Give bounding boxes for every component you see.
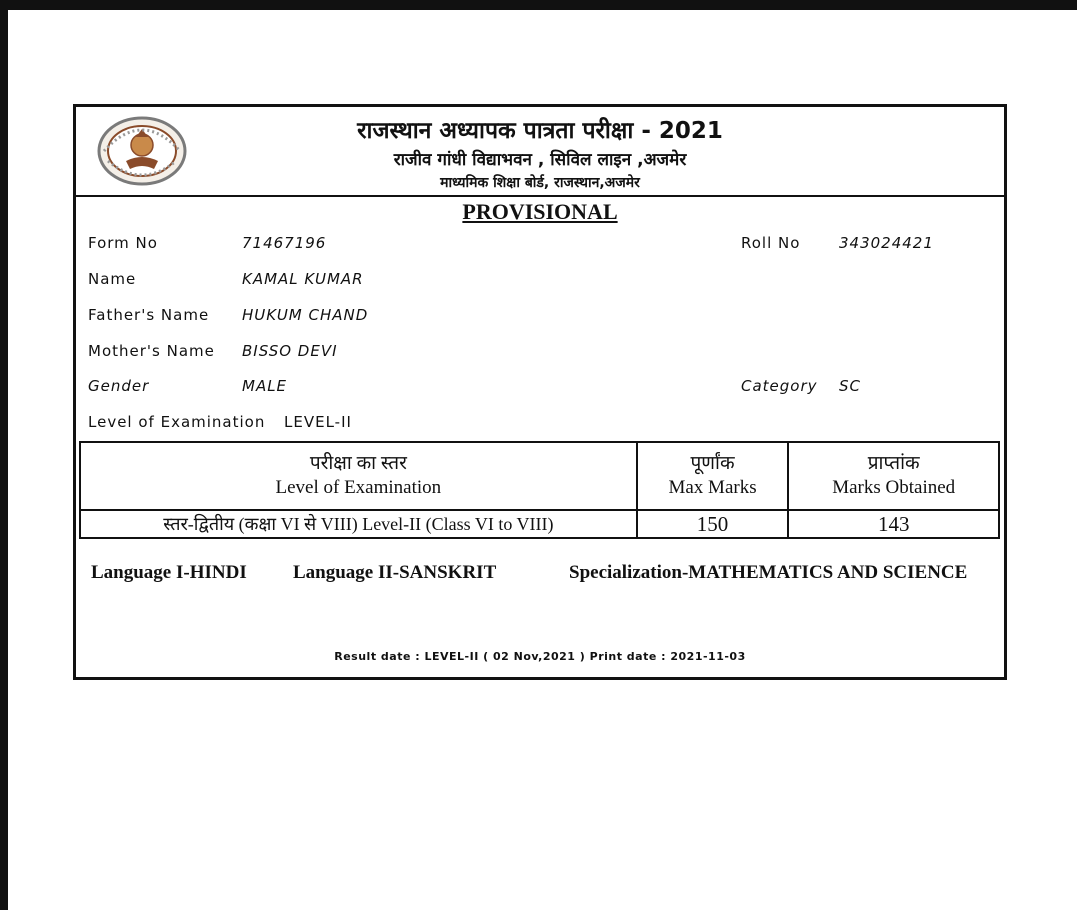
level-cell: स्तर-द्वितीय (कक्षा VI से VIII) Level-II (Class VI to VIII) xyxy=(80,510,637,538)
card-header xyxy=(76,107,1004,197)
category-label: Category xyxy=(741,377,818,395)
marks-table-header xyxy=(80,442,999,510)
marks-obtained-header-hindi: प्राप्तांक xyxy=(867,453,920,474)
name-label: Name xyxy=(88,270,137,288)
gender-label: Gender xyxy=(88,377,150,395)
mother-name-value: BISSO DEVI xyxy=(242,342,338,360)
roll-no-value: 343024421 xyxy=(839,234,934,252)
board-address: राजीव गांधी विद्याभवन , सिविल लाइन ,अजमेर xyxy=(393,150,687,170)
level-header-hindi: परीक्षा का स्तर xyxy=(309,453,407,474)
max-marks-header-english: Max Marks xyxy=(668,477,757,498)
marks-obtained-cell: 143 xyxy=(788,510,999,538)
result-card xyxy=(73,104,1007,680)
exam-title: राजस्थान अध्यापक पात्रता परीक्षा - 2021 xyxy=(357,118,723,144)
exam-level-label: Level of Examination xyxy=(88,413,266,431)
max-marks-header-hindi: पूर्णांक xyxy=(690,453,735,474)
category-value: SC xyxy=(839,377,861,395)
gender-value: MALE xyxy=(242,377,288,395)
marks-table xyxy=(79,441,1000,539)
marks-obtained-header-english: Marks Obtained xyxy=(832,477,956,498)
left-border xyxy=(0,10,8,910)
exam-level-value: LEVEL-II xyxy=(284,413,352,431)
level-header-english: Level of Examination xyxy=(275,477,442,498)
language-1: Language I-HINDI xyxy=(91,562,247,583)
result-print-dates: Result date : LEVEL-II ( 02 Nov,2021 ) Print date : 2021-11-03 xyxy=(334,650,746,663)
form-no-value: 71467196 xyxy=(242,234,327,252)
board-name: माध्यमिक शिक्षा बोर्ड, राजस्थान,अजमेर xyxy=(440,175,640,191)
father-name-value: HUKUM CHAND xyxy=(242,306,369,324)
language-2: Language II-SANSKRIT xyxy=(293,562,497,583)
table-row xyxy=(80,510,999,538)
provisional-heading: PROVISIONAL xyxy=(462,199,618,224)
form-no-label: Form No xyxy=(88,234,158,252)
max-marks-cell: 150 xyxy=(637,510,789,538)
top-border xyxy=(0,0,1077,10)
max-marks-header-cell xyxy=(637,442,789,510)
specialization: Specialization-MATHEMATICS AND SCIENCE xyxy=(569,562,968,583)
father-name-label: Father's Name xyxy=(88,306,210,324)
roll-no-label: Roll No xyxy=(741,234,801,252)
mother-name-label: Mother's Name xyxy=(88,342,215,360)
marks-obtained-header-cell xyxy=(788,442,999,510)
level-header-cell xyxy=(80,442,637,510)
name-value: KAMAL KUMAR xyxy=(242,270,364,288)
